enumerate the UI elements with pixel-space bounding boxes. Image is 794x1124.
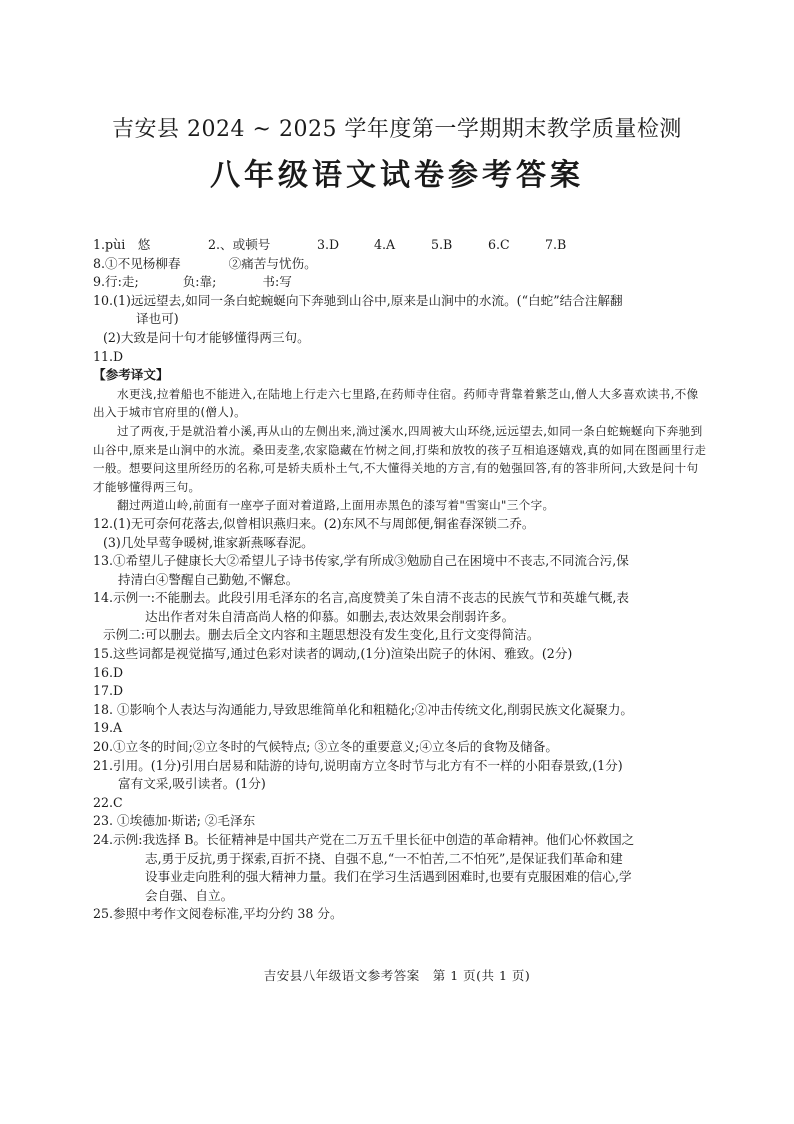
- translation-paragraph: 水更浅,拉着船也不能进入,在陆地上行走六七里路,在药师寺住宿。药师寺背靠着紫芝山,僧人大多喜欢读书,不像出入于城市官府里的(僧人)。: [93, 386, 699, 420]
- answer-19: 19.A: [93, 720, 123, 736]
- answer-14: 14.示例一:不能删去。此段引用毛泽东的名言,高度赞美了朱自清不丧志的民族气节和英雄气概,表: [93, 590, 630, 606]
- translation-heading: 【参考译文】: [93, 367, 169, 383]
- page-footer: 吉安县八年级语文参考答案 第 1 页(共 1 页): [263, 968, 531, 983]
- answer-15: 15.这些词都是视觉描写,通过色彩对读者的调动,(1分)渲染出院子的休闲、雅致。(2分): [93, 646, 573, 662]
- answer-25: 25.参照中考作文阅卷标准,平均分约 38 分。: [93, 906, 343, 922]
- answer-12-cont: (3)几处早莺争暖树,谁家新燕啄春泥。: [103, 534, 314, 550]
- answer-20: 20.①立冬的时间;②立冬时的气候特点; ③立冬的重要意义;④立冬后的食物及储备。: [93, 739, 558, 755]
- answer-6: 6.C: [488, 237, 510, 252]
- answer-12: 12.(1)无可奈何花落去,似曾相识燕归来。(2)东风不与周郎便,铜雀春深锁二乔。: [93, 515, 535, 531]
- answer-24: 24.示例:我选择 B。长征精神是中国共产党在二万五千里长征中创造的革命精神。他们心怀救国之: [93, 832, 635, 847]
- translation-paragraph: 翻过两道山岭,前面有一座亭子面对着道路,上面用赤黑色的漆写着"雪窦山"三个字。: [117, 498, 555, 513]
- answer-4: 4.A: [374, 237, 396, 252]
- answer-24-cont: 志,勇于反抗,勇于探索,百折不挠、自强不息,“一不怕苦,二不怕死”,是保证我们革命和建: [145, 850, 623, 866]
- answer-5: 5.B: [431, 237, 453, 252]
- translation-text: [93, 385, 707, 515]
- answer-3: 3.D: [317, 237, 340, 252]
- answer-24-cont: 会自强、自立。: [145, 887, 234, 903]
- answer-24-cont: 设事业走向胜利的强大精神力量。我们在学习生活遇到困难时,也要有克服困难的信心,学: [145, 869, 632, 885]
- answers-body: [93, 236, 707, 924]
- answer-22: 22.C: [93, 794, 123, 810]
- answer-14-cont: 达出作者对朱自清高尚人格的仰慕。如删去,表达效果会削弱许多。: [145, 608, 515, 624]
- answer-1: 1.pùi 悠: [93, 237, 151, 252]
- answer-10-part2: (2)大致是问十句才能够懂得两三句。: [103, 329, 310, 345]
- answer-11: 11.D: [93, 348, 124, 364]
- answer-10-part1: 10.(1)远远望去,如同一条白蛇蜿蜒向下奔驰到山谷中,原来是山涧中的水流。(“白蛇”结合注解翻: [93, 292, 623, 308]
- answer-2: 2.、或顿号: [208, 237, 271, 252]
- answer-key-title: 八年级语文试卷参考答案: [210, 158, 584, 193]
- answer-23: 23. ①埃德加·斯诺; ②毛泽东: [93, 813, 256, 829]
- answer-18: 18. ①影响个人表达与沟通能力,导致思维简单化和粗糙化;②冲击传统文化,削弱民族文化凝聚力。: [93, 701, 634, 717]
- answer-10-part1-cont: 译也可): [136, 311, 179, 327]
- answer-13: 13.①希望儿子健康长大②希望儿子诗书传家,学有所成③勉励自己在困境中不丧志,不同流合污,保: [93, 553, 629, 569]
- exam-title: 吉安县 2024 ~ 2025 学年度第一学期期末教学质量检测: [112, 117, 682, 142]
- answer-21: 21.引用。(1分)引用白居易和陆游的诗句,说明南方立冬时节与北方有不一样的小阳春景致,(1分): [93, 757, 623, 773]
- answer-14-example2: 示例二:可以删去。删去后全文内容和主题思想没有发生变化,且行文变得简洁。: [103, 627, 540, 643]
- answer-9: 9.行:走; 负:靠; 书:写: [93, 274, 292, 290]
- answer-16: 16.D: [93, 664, 124, 680]
- multiple-choice-row: [93, 236, 707, 255]
- answer-13-cont: 持清白④警醒自己勤勉,不懈怠。: [118, 571, 299, 587]
- answer-17: 17.D: [93, 683, 124, 699]
- answer-7: 7.B: [545, 237, 567, 252]
- answer-21-cont: 富有文采,吸引读者。(1分): [118, 776, 266, 792]
- translation-paragraph: 过了两夜,于是就沿着小溪,再从山的左侧出来,淌过溪水,四周被大山环绕,远远望去,如同一条白蛇蜿蜒向下奔驰到山谷中,原来是山涧中的水流。桑田麦垄,农家隐藏在竹树之间,打柴和放牧的孩子互相追逐嬉戏,真的如同在图画里行走一般。想要问这里所经历的名称,可是轿夫质朴土气,不大懂得关地的方言,有的勉强回答,有的答非所问,大致是问十句才能够懂得两三句。: [93, 423, 707, 494]
- answer-8: 8.①不见杨柳春 ②痛苦与忧伤。: [93, 255, 317, 271]
